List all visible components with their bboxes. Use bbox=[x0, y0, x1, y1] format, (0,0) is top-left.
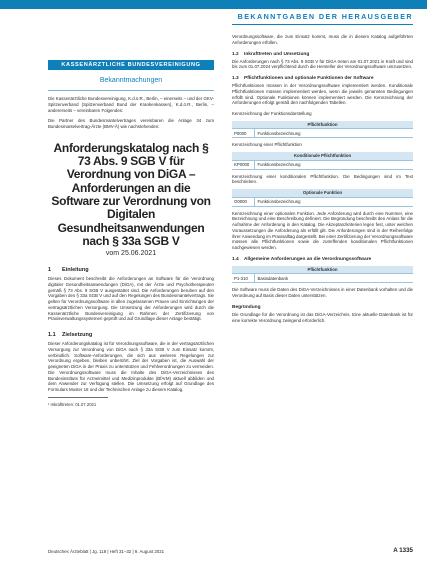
section-header: BEKANNTGABEN DER HERAUSGEBER bbox=[237, 12, 413, 21]
function-label: Funktionsbezeichnung bbox=[254, 129, 413, 138]
section-1-heading bbox=[48, 267, 214, 273]
function-label: Funktionsbezeichnung bbox=[254, 160, 413, 169]
table-caption: Kennzeichnung der Funktionsdarstellung bbox=[232, 111, 312, 116]
function-table-optional bbox=[232, 189, 413, 207]
function-table-conditional bbox=[232, 152, 413, 170]
function-label: Basisdatenbank bbox=[254, 274, 413, 283]
section-title: Einleitung bbox=[62, 267, 89, 274]
section-1-3-heading bbox=[232, 76, 413, 81]
right-column bbox=[232, 34, 413, 323]
continued-paragraph: Verordnungssoftware, die zum Einsatz kommt, muss die in diesem Katalog aufgeführten Anforderungen erfüllen. bbox=[232, 34, 413, 45]
table-caption: Kennzeichnung einer Pflichtfunktion bbox=[232, 142, 302, 148]
begruendung-heading: Begründung bbox=[232, 304, 261, 310]
page-number: A 1335 bbox=[393, 547, 413, 554]
section-number: 1 bbox=[48, 267, 52, 274]
section-1-2-text: Die Anforderungen nach § 73 Abs. 9 SGB V für DiGA treten am 01.07.2021 in Kraft und sind bis zum 01.07.2024 verpflichtend durch die Hersteller der Verordnungssoftware umzusetzen. bbox=[232, 58, 413, 70]
header-rule bbox=[232, 24, 413, 25]
function-table-mandatory bbox=[232, 121, 413, 139]
intro-paragraph-1: Die Kassenärztliche Bundesvereinigung, K.d.ö.R., Berlin, – einerseits – und der GKV-Spitzenverband (Spitzenverband Bund der Krankenkassen), K.d.ö.R., Berlin, – andererseits – vereinbaren Folgendes: bbox=[48, 96, 214, 113]
section-1-4-heading bbox=[232, 257, 413, 262]
document-title: Anforderungskatalog nach § 73 Abs. 9 SGB V für Verordnung von DiGA – Anforderungen an die Software zur Verordnung von Digitalen Gesundheitsanwendungen nach § 33a SGB V bbox=[51, 140, 211, 248]
table-header: Pflichtfunktion bbox=[232, 266, 413, 274]
section-number: 1.3 bbox=[232, 76, 239, 81]
section-title: Inkrafttreten und Umsetzung bbox=[244, 51, 310, 57]
section-title: Allgemeine Anforderungen an die Verordnungssoftware bbox=[244, 256, 372, 262]
document-date: vom 25.06.2021 bbox=[105, 250, 157, 258]
section-1-1-text: Dieser Anforderungskatalog ist für Verordnungssoftware, die in der vertragsärztlichen Versorgung zur Verordnung von DiGA nach § 33a SGB V zum Einsatz kommt, verbindlich. Software-Anforderungen, die sich aus weiteren Regelungen zur Verordnung ergeben, bleiben unberührt. Ziel der Vorgaben ist, die Auswahl der geeigneten DiGA in der Praxis zu unterstützen und Fehlverordnungen zu vermeiden. Die Verordnungssoftware muss die Inhalte des DiGA-Verzeichnisses des Bundesinstituts für Arzneimittel und Medizinprodukte (BfArM) aktuell abbilden und dem Anwender zur Verfügung stellen. Die Umsetzung erfolgt auf Grundlage des Formulars Muster 16 und der Technischen Anlage zu diesem Katalog. bbox=[48, 341, 214, 393]
table-header: Optionale Funktion bbox=[232, 189, 413, 197]
function-code: P0000 bbox=[232, 129, 254, 138]
left-column bbox=[48, 60, 214, 407]
footnote: ¹ Inkrafttreten: 01.07.2021 bbox=[48, 401, 97, 407]
function-label: Funktionsbezeichnung bbox=[254, 197, 413, 206]
function-code: P1-310 bbox=[232, 274, 254, 283]
table-caption: Kennzeichnung einer konditionalen Pflichtfunktion. Die Bedingungen sind im Text beschrieben. bbox=[232, 173, 413, 185]
table-header: Konditionale Pflichtfunktion bbox=[232, 152, 413, 160]
function-code: O0000 bbox=[232, 197, 254, 206]
explanatory-paragraph: Kennzeichnung einer optionalen Funktion. Jede Anforderung wird durch eine Nummer, eine Bezeichnung und eine Beschreibung definiert. Die Begründung beschreibt den Anlass für die Aufnahme der Anforderung in den Katalog. Die Akzeptanzkriterien legen fest, unter welchen Voraussetzungen die Anforderung als erfüllt gilt. Die Anforderungen sind in der Reihenfolge ihrer Anwendung im Praxisalltag dargestellt. Bei einer Zertifizierung der Verordnungssoftware müssen alle Pflichtfunktionen sowie die zutreffenden konditionalen Pflichtfunktionen nachgewiesen werden. bbox=[232, 210, 413, 250]
section-number: 1.1 bbox=[48, 332, 56, 339]
section-1-text: Dieses Dokument beschreibt die Anforderungen an Software für die Verordnung digitaler Gesundheitsanwendungen (DiGA), mit der Ärzte und Psychotherapeuten gemäß § 73 Abs. 9 SGB V ausgestattet sind. Die Anforderungen beruhen auf den Vorgaben des § 33a SGB V und auf den Regelungen des Bundesmantelvertrags. Sie gelten für Verordnungssoftware in allen zugelassenen Praxen und Einrichtungen der vertragsärztlichen Versorgung. Die Umsetzung der Anforderungen wird durch die Kassenärztliche Bundesvereinigung im Rahmen der Zertifizierung von Praxisverwaltungssystemen geprüft und auf Grundlage dieser Anlage bestätigt. bbox=[48, 276, 214, 322]
top-color-bar bbox=[0, 0, 427, 9]
section-1-1-heading bbox=[48, 332, 214, 338]
section-title: Pflichtfunktionen und optionale Funktionen der Software bbox=[244, 76, 374, 81]
section-title: Zielsetzung bbox=[62, 332, 93, 339]
journal-footer: Deutsches Ärzteblatt | Jg. 118 | Heft 31–32 | 9. August 2021 bbox=[48, 549, 165, 554]
footnote-rule bbox=[48, 397, 108, 398]
section-number: 1.2 bbox=[232, 51, 239, 57]
table-header: Pflichtfunktion bbox=[232, 121, 413, 129]
section-number: 1.4 bbox=[232, 256, 239, 262]
section-1-3-text: Pflichtfunktionen müssen in der Verordnungssoftware implementiert werden. Konditionale Pflichtfunktionen müssen implementiert werden, wenn die jeweils genannten Bedingungen erfüllt sind. Optionale Funktionen können implementiert werden. Die Kennzeichnung der Anforderungen erfolgt gemäß den nachfolgenden Tabellen. bbox=[232, 83, 413, 106]
requirement-text: Die Software muss die Daten des DiGA-Verzeichnisses in einer Datenbank vorhalten und die Verordnung auf Basis dieser Daten unterstützen. bbox=[232, 287, 413, 298]
function-table-basisdatenbank bbox=[232, 266, 413, 284]
publisher-banner: KASSENÄRZTLICHE BUNDESVEREINIGUNG bbox=[48, 60, 214, 70]
bekanntmachungen-heading: Bekanntmachungen bbox=[48, 77, 214, 91]
section-1-2-heading bbox=[232, 52, 413, 57]
intro-paragraph-2: Die Partner des Bundesmantelvertrages vereinbaren die Anlage 34 zum Bundesmantelvertrag-Ärzte (BMV-Ä) wie nachstehenden: bbox=[48, 118, 214, 129]
function-code: KP0000 bbox=[232, 160, 254, 169]
begruendung-text: Die Grundlage für die Verordnung ist das DiGA-Verzeichnis. Eine aktuelle Datenbank ist für eine korrekte Verordnung zwingend erforderlich. bbox=[232, 311, 413, 323]
